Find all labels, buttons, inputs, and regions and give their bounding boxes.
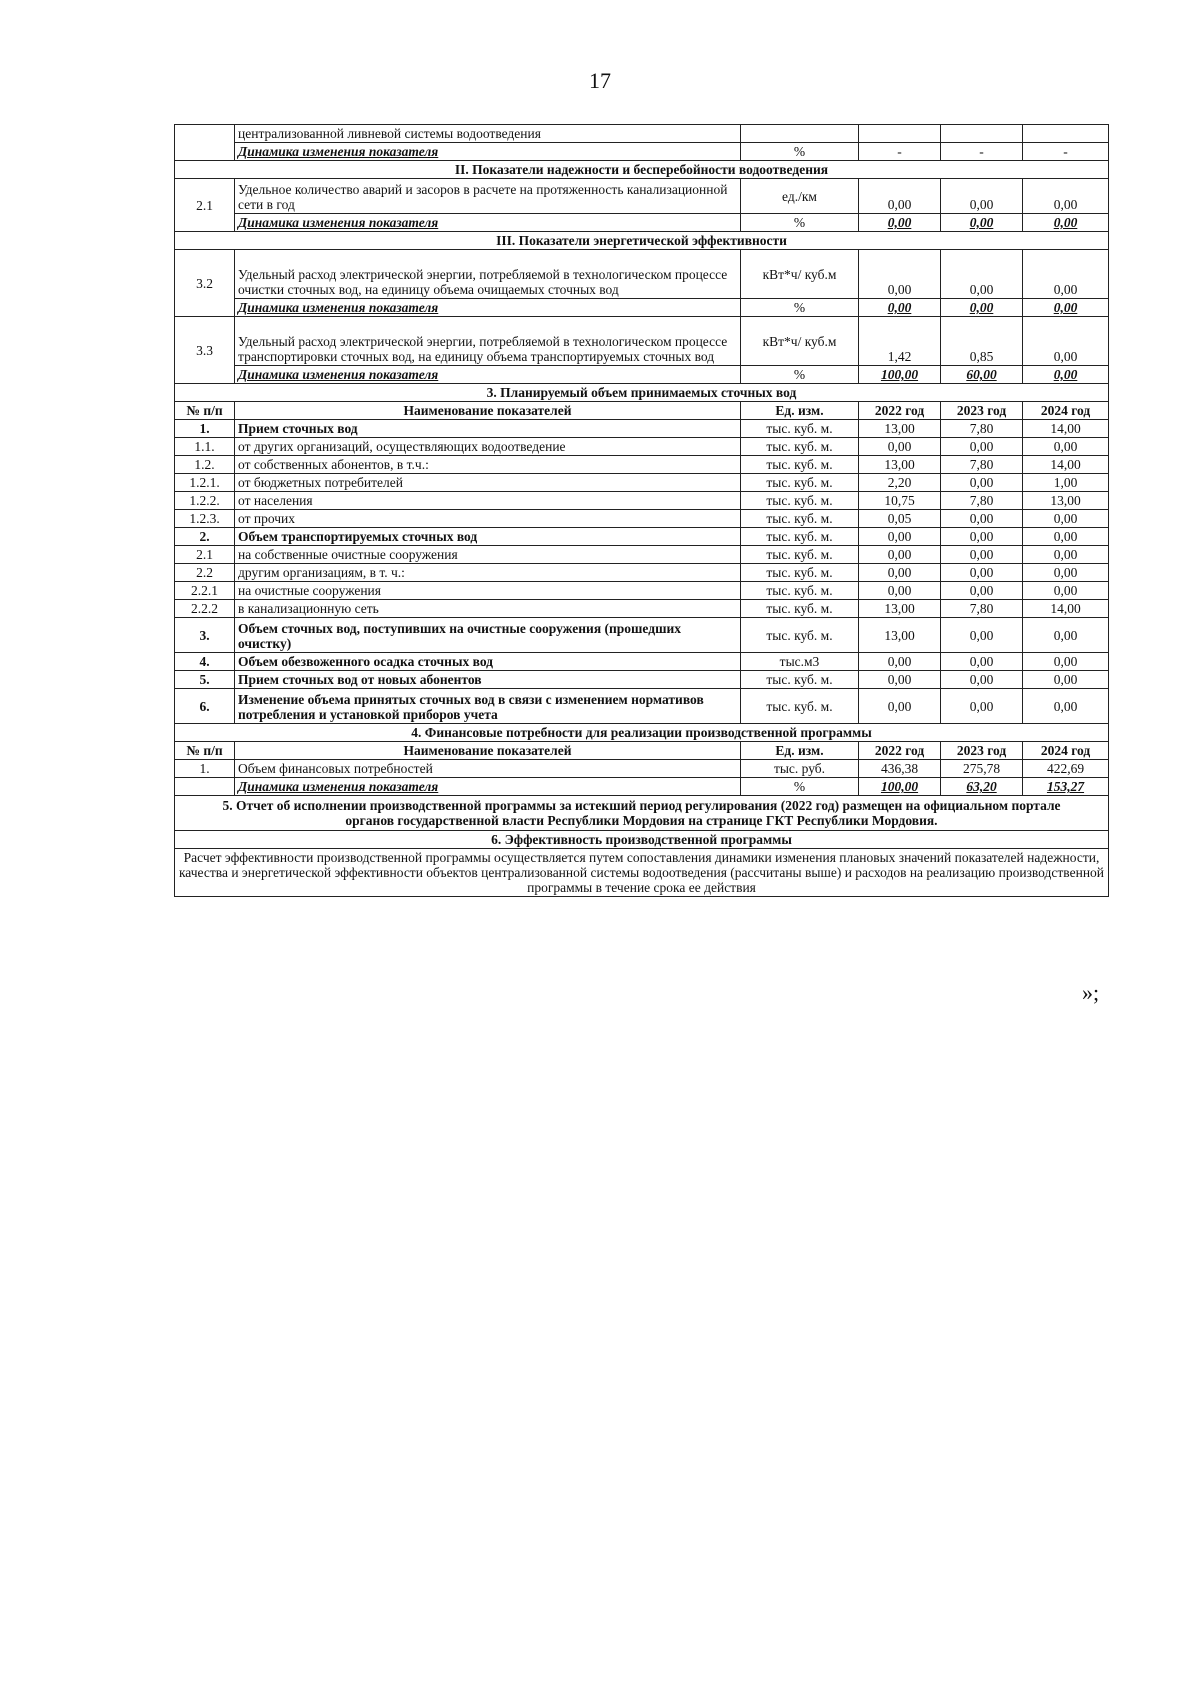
section-title: 3. Планируемый объем принимаемых сточных вод [175,384,1109,402]
unit-cell: тыс.м3 [741,653,859,671]
indicator-name: Объем финансовых потребностей [235,760,741,778]
indicator-name: Объем сточных вод, поступивших на очистные сооружения (прошедших очистку) [235,618,741,653]
row-number: 2.2 [175,564,235,582]
unit-cell: ед./км [741,179,859,214]
value-2023: 0,00 [941,474,1023,492]
value-2024: 0,00 [1023,671,1109,689]
dynamics-label: Динамика изменения показателя [235,143,741,161]
row-number: 1.2.1. [175,474,235,492]
row-number: 1.2. [175,456,235,474]
section-title: 4. Финансовые потребности для реализации производственной программы [175,724,1109,742]
value-2022: 0,00 [859,582,941,600]
value-2022: 0,00 [859,214,941,232]
col-header-num: № п/п [175,742,235,760]
indicator-name: от других организаций, осуществляющих водоотведение [235,438,741,456]
indicator-name: Удельный расход электрической энергии, потребляемой в технологическом процессе очистки сточных вод, на единицу объема очищаемых сточных вод [235,250,741,299]
dynamics-label: Динамика изменения показателя [235,299,741,317]
value-2023: 7,80 [941,420,1023,438]
value-2023: 0,00 [941,510,1023,528]
row-number: 1.2.2. [175,492,235,510]
row-number: 4. [175,653,235,671]
table-row [175,618,1109,653]
closing-quote: »; [1082,980,1100,1005]
col-header-2024: 2024 год [1023,742,1109,760]
value-2023: 275,78 [941,760,1023,778]
value-2023: 0,00 [941,671,1023,689]
section-title: II. Показатели надежности и бесперебойности водоотведения [175,161,1109,179]
col-header-2024: 2024 год [1023,402,1109,420]
table-row [175,214,1109,232]
row-number: 3. [175,618,235,653]
value-2023: 0,00 [941,528,1023,546]
indicator-name: на собственные очистные сооружения [235,546,741,564]
value-2023: 63,20 [941,778,1023,796]
indicator-name: Изменение объема принятых сточных вод в связи с изменением нормативов потребления и установкой приборов учета [235,689,741,724]
table-row [175,671,1109,689]
table-row [175,420,1109,438]
value-2023: 7,80 [941,456,1023,474]
row-number: 1.1. [175,438,235,456]
unit-cell: тыс. куб. м. [741,420,859,438]
table-row [175,143,1109,161]
unit-cell: тыс. куб. м. [741,689,859,724]
value-2023: 0,00 [941,214,1023,232]
unit-cell: кВт*ч/ куб.м [741,317,859,366]
col-header-name: Наименование показателей [235,742,741,760]
value-2023: 0,00 [941,179,1023,214]
indicator-name: Прием сточных вод от новых абонентов [235,671,741,689]
col-header-2023: 2023 год [941,402,1023,420]
col-header-unit: Ед. изм. [741,742,859,760]
value-2022: 0,00 [859,528,941,546]
unit-cell: тыс. куб. м. [741,492,859,510]
indicator-name: другим организациям, в т. ч.: [235,564,741,582]
value-2022: 0,00 [859,653,941,671]
indicator-name: в канализационную сеть [235,600,741,618]
value-2022: 436,38 [859,760,941,778]
unit-cell: тыс. куб. м. [741,456,859,474]
table-row [175,546,1109,564]
table-row [175,456,1109,474]
value-2022: 0,00 [859,438,941,456]
indicator-name: от собственных абонентов, в т.ч.: [235,456,741,474]
value-2023: 0,00 [941,546,1023,564]
table-row [175,582,1109,600]
col-header-2023: 2023 год [941,742,1023,760]
value-2022: 0,00 [859,250,941,299]
unit-cell: тыс. куб. м. [741,582,859,600]
unit-cell: тыс. куб. м. [741,600,859,618]
table-row [175,564,1109,582]
value-2022: 13,00 [859,456,941,474]
value-2023: 0,00 [941,689,1023,724]
value-2022: 100,00 [859,778,941,796]
indicator-name: от населения [235,492,741,510]
unit-cell: тыс. куб. м. [741,528,859,546]
value-2024: 0,00 [1023,299,1109,317]
row-number: 2. [175,528,235,546]
value-2022: 1,42 [859,317,941,366]
value-2023: 0,00 [941,564,1023,582]
unit-cell: % [741,143,859,161]
indicator-name: Прием сточных вод [235,420,741,438]
value-2022: 0,00 [859,546,941,564]
value-2022: 13,00 [859,600,941,618]
value-2022: 2,20 [859,474,941,492]
value-2023: 0,00 [941,618,1023,653]
table-row [175,778,1109,796]
value-2024: 0,00 [1023,214,1109,232]
value-2023: 60,00 [941,366,1023,384]
value-2024: 0,00 [1023,366,1109,384]
row-number: 1. [175,420,235,438]
table-row [175,125,1109,143]
table-row [175,653,1109,671]
indicator-name: от бюджетных потребителей [235,474,741,492]
section-header [175,831,1109,849]
value-2023: 0,00 [941,653,1023,671]
value-2024: 13,00 [1023,492,1109,510]
row-number: 3.3 [175,317,235,384]
table-row [175,510,1109,528]
value-2024: 0,00 [1023,564,1109,582]
section-header [175,384,1109,402]
table-row [175,492,1109,510]
table-row [175,299,1109,317]
value-2024: 0,00 [1023,179,1109,214]
value-2024: 0,00 [1023,689,1109,724]
unit-cell: тыс. куб. м. [741,510,859,528]
value-2024: - [1023,143,1109,161]
value-2022: 0,05 [859,510,941,528]
value-2022: 0,00 [859,689,941,724]
unit-cell: тыс. куб. м. [741,474,859,492]
section-title: 6. Эффективность производственной программы [175,831,1109,849]
value-2022: 0,00 [859,564,941,582]
section-header [175,232,1109,250]
indicator-name: Удельное количество аварий и засоров в расчете на протяженность канализационной сети в год [235,179,741,214]
row-number: 1. [175,760,235,778]
value-2024: 14,00 [1023,420,1109,438]
value-2024: 0,00 [1023,317,1109,366]
row-number: 3.2 [175,250,235,317]
value-2024: 14,00 [1023,456,1109,474]
value-2024: 0,00 [1023,653,1109,671]
indicators-table [174,124,1109,897]
indicator-name: от прочих [235,510,741,528]
table-row [175,689,1109,724]
col-header-unit: Ед. изм. [741,402,859,420]
table-row [175,250,1109,299]
value-2024: 1,00 [1023,474,1109,492]
value-2022: 13,00 [859,618,941,653]
dynamics-label: Динамика изменения показателя [235,778,741,796]
unit-cell: тыс. куб. м. [741,618,859,653]
unit-cell: % [741,299,859,317]
value-2024: 0,00 [1023,582,1109,600]
value-2023: 0,00 [941,299,1023,317]
value-2024: 14,00 [1023,600,1109,618]
value-2023: 0,85 [941,317,1023,366]
value-2023: 7,80 [941,492,1023,510]
row-number: 6. [175,689,235,724]
row-number: 2.1 [175,546,235,564]
page-number: 17 [589,68,611,93]
unit-cell: кВт*ч/ куб.м [741,250,859,299]
value-2022: 10,75 [859,492,941,510]
unit-cell: тыс. куб. м. [741,671,859,689]
indicator-name: Удельный расход электрической энергии, потребляемой в технологическом процессе транспортировки сточных вод, на единицу объема транспортируемых сточных вод [235,317,741,366]
row-number: 2.1 [175,179,235,232]
section-header [175,161,1109,179]
efficiency-row [175,849,1109,897]
column-header-row [175,402,1109,420]
indicator-name: на очистные сооружения [235,582,741,600]
value-2024: 153,27 [1023,778,1109,796]
table-row [175,600,1109,618]
table-row [175,474,1109,492]
value-2024: 0,00 [1023,510,1109,528]
section-header [175,724,1109,742]
section-title: III. Показатели энергетической эффективности [175,232,1109,250]
indicator-name: централизованной ливневой системы водоотведения [235,125,741,143]
value-2024: 0,00 [1023,528,1109,546]
col-header-2022: 2022 год [859,742,941,760]
column-header-row [175,742,1109,760]
value-2022: 0,00 [859,179,941,214]
value-2024: 0,00 [1023,546,1109,564]
col-header-2022: 2022 год [859,402,941,420]
row-number: 1.2.3. [175,510,235,528]
value-2024: 0,00 [1023,438,1109,456]
unit-cell: тыс. руб. [741,760,859,778]
row-number: 2.2.2 [175,600,235,618]
unit-cell: тыс. куб. м. [741,546,859,564]
row-number: 2.2.1 [175,582,235,600]
value-2023: 0,00 [941,582,1023,600]
indicator-name: Объем обезвоженного осадка сточных вод [235,653,741,671]
value-2023: 0,00 [941,250,1023,299]
unit-cell: % [741,366,859,384]
value-2022: 13,00 [859,420,941,438]
value-2023: - [941,143,1023,161]
value-2022: 0,00 [859,671,941,689]
row-number: 5. [175,671,235,689]
value-2023: 0,00 [941,438,1023,456]
report-text: 5. Отчет об исполнении производственной программы за истекший период регулирования (2022 год) размещен на официальном портале органов государственной власти Республики Мордовия на странице ГКТ Республики Мордовия. [175,796,1109,831]
efficiency-text: Расчет эффективности производственной программы осуществляется путем сопоставления динамики изменения плановых значений показателей надежности, качества и энергетической эффективности объектов централизованной системы водоотведения (рассчитаны выше) и расходов на реализацию производственной программы в течение срока ее действия [175,849,1109,897]
report-row [175,796,1109,831]
dynamics-label: Динамика изменения показателя [235,366,741,384]
value-2024: 422,69 [1023,760,1109,778]
value-2024: 0,00 [1023,250,1109,299]
unit-cell: % [741,778,859,796]
value-2022: 0,00 [859,299,941,317]
table-row [175,317,1109,366]
table-row [175,438,1109,456]
value-2022: 100,00 [859,366,941,384]
unit-cell: тыс. куб. м. [741,438,859,456]
table-row [175,366,1109,384]
table-row [175,760,1109,778]
table-row [175,179,1109,214]
table-row [175,528,1109,546]
indicator-name: Объем транспортируемых сточных вод [235,528,741,546]
value-2024: 0,00 [1023,618,1109,653]
unit-cell: тыс. куб. м. [741,564,859,582]
dynamics-label: Динамика изменения показателя [235,214,741,232]
col-header-name: Наименование показателей [235,402,741,420]
col-header-num: № п/п [175,402,235,420]
unit-cell: % [741,214,859,232]
value-2023: 7,80 [941,600,1023,618]
value-2022: - [859,143,941,161]
